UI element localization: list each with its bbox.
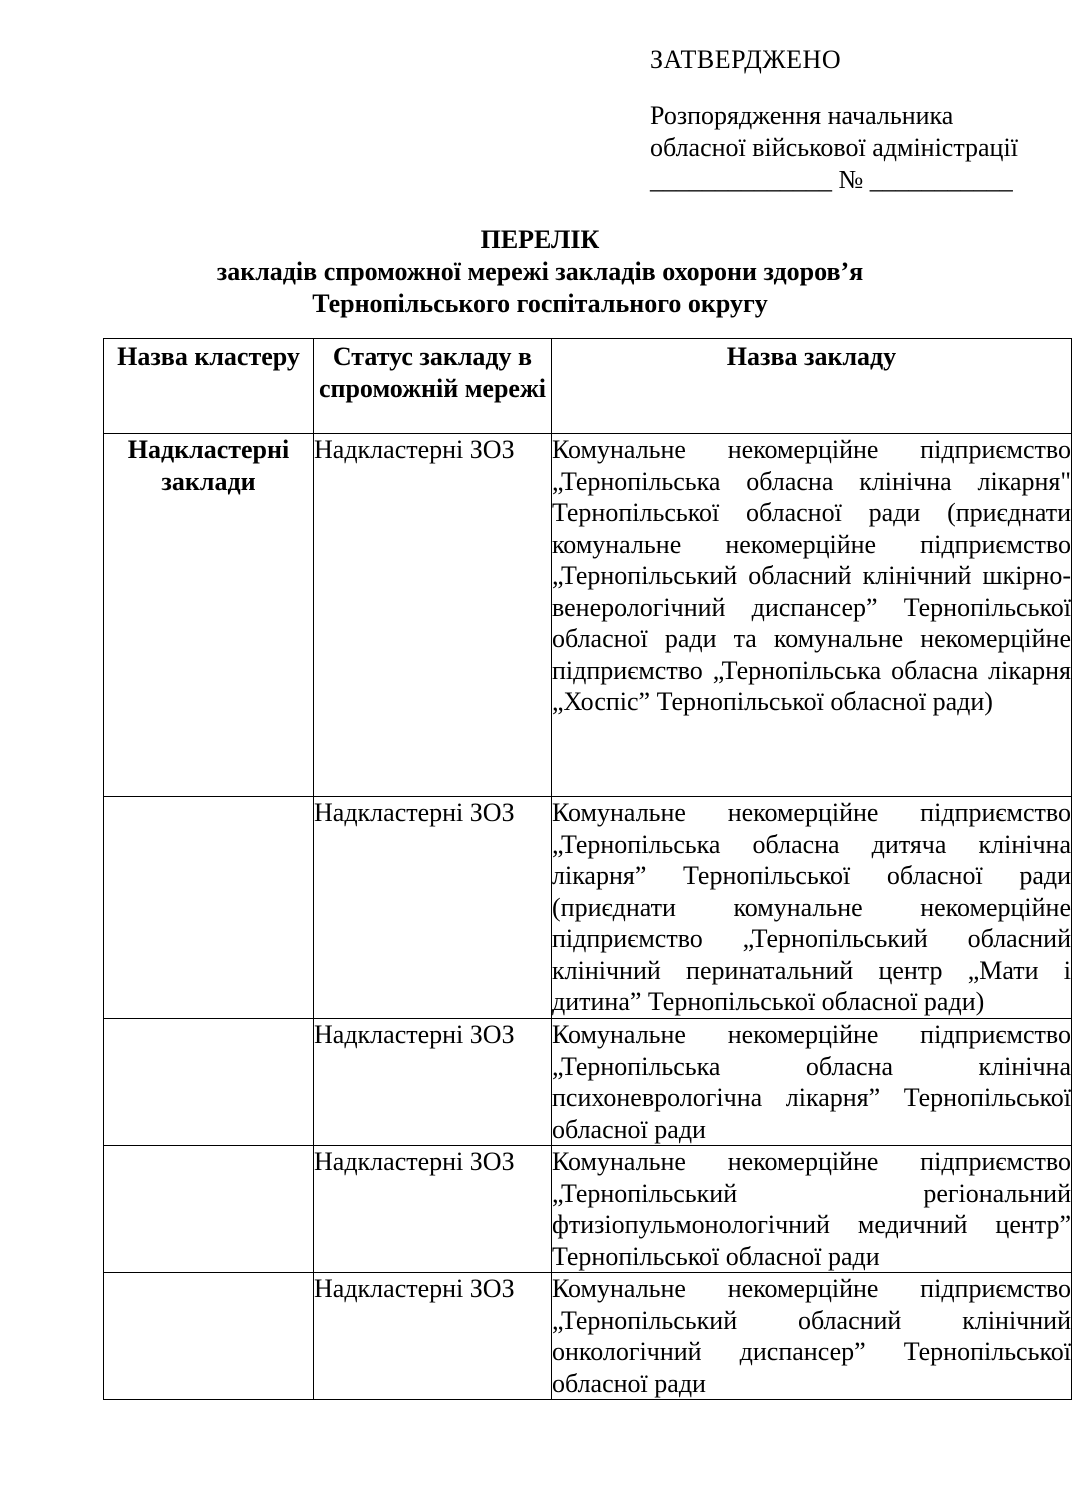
table-row xyxy=(104,1146,1072,1273)
table-row xyxy=(104,797,1072,1019)
title-subtitle-line-2: Тернопільського госпітального округу xyxy=(312,289,768,318)
title-heading: ПЕРЕЛІК xyxy=(480,225,600,254)
table-header-row xyxy=(104,339,1072,434)
approval-authority-line: обласної військової адміністрації xyxy=(650,133,1018,162)
approval-order-line: Розпорядження начальника xyxy=(650,101,954,130)
cell-status: Надкластерні ЗОЗ xyxy=(314,1273,552,1400)
cell-status: Надкластерні ЗОЗ xyxy=(314,1019,552,1146)
cell-facility-name: Комунальне некомерційне підприємство „Тернопільський регіональний фтизіопульмонологічний медичний центр” Тернопільської обласної ради xyxy=(552,1147,1071,1271)
approval-block xyxy=(650,44,1060,196)
cell-facility-name: Комунальне некомерційне підприємство „Тернопільська обласна дитяча клінічна лікарня” Тернопільської обласної ради (приєднати комунальне некомерційне підприємство „Тернопільський обласний клінічний перинатальний центр „Мати і дитина” Тернопільської обласної ради) xyxy=(552,797,1072,1019)
header-cluster-name: Назва кластеру xyxy=(104,339,314,434)
header-facility-status: Статус закладу в спроможній мережі xyxy=(314,339,552,434)
cell-cluster xyxy=(104,1146,314,1273)
cell-status: Надкластерні ЗОЗ xyxy=(314,1146,552,1273)
header-facility-name: Назва закладу xyxy=(552,339,1072,434)
document-title xyxy=(0,224,1080,320)
cell-cluster xyxy=(104,1019,314,1146)
cell-facility-name: Комунальне некомерційне підприємство „Тернопільський обласний клінічний онкологічний диспансер” Тернопільської обласної ради xyxy=(552,1274,1071,1398)
table-row xyxy=(104,1019,1072,1146)
facilities-table xyxy=(103,338,1072,1400)
cell-status: Надкластерні ЗОЗ xyxy=(314,797,552,1019)
approved-label: ЗАТВЕРДЖЕНО xyxy=(650,45,842,74)
cell-facility-name: Комунальне некомерційне підприємство „Тернопільська обласна клінічна психоневрологічна лікарня” Тернопільської обласної ради xyxy=(552,1020,1071,1144)
cell-cluster xyxy=(104,797,314,1019)
cell-cluster: Надкластерні заклади xyxy=(104,434,314,797)
title-subtitle-line-1: закладів спроможної мережі закладів охорони здоров’я xyxy=(216,257,864,286)
cell-status: Надкластерні ЗОЗ xyxy=(314,434,552,797)
approval-number-line: ______________ № ___________ xyxy=(650,165,1013,194)
table-row xyxy=(104,434,1072,797)
cell-cluster xyxy=(104,1273,314,1400)
table-row xyxy=(104,1273,1072,1400)
cell-facility-name: Комунальне некомерційне підприємство „Тернопільська обласна клінічна лікарня" Тернопільської обласної ради (приєднати комунальне некомерційне підприємство „Тернопільський обласний клінічний шкірно-венерологічний диспансер” Тернопільської обласної ради та комунальне некомерційне підприємство „Тернопільська обласна лікарня „Хоспіс” Тернопільської обласної ради) xyxy=(552,434,1072,797)
